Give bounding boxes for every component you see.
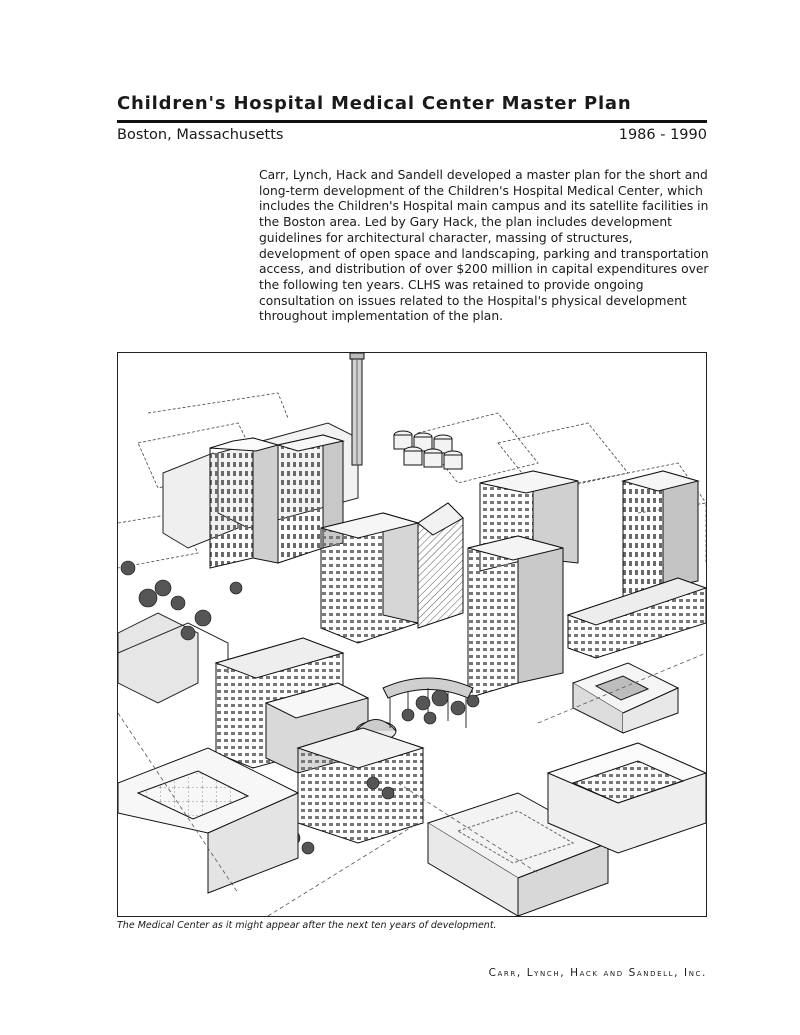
aerial-sketch-figure [117,352,707,917]
firm-name: Carr, Lynch, Hack and Sandell, Inc. [488,967,707,979]
aerial-sketch-illustration [118,353,706,916]
page-title: Children's Hospital Medical Center Master Plan [117,93,632,114]
project-years: 1986 - 1990 [618,127,707,143]
title-rule [117,120,707,123]
figure-caption: The Medical Center as it might appear after the next ten years of development. [117,920,497,931]
project-location: Boston, Massachusetts [117,127,284,143]
project-description: Carr, Lynch, Hack and Sandell developed a master plan for the short and long-term development of the Children's Hospital Medical Center, which includes the Children's Hospital main campus and its satellite facilities in the Boston area. Led by Gary Hack, the plan includes development guidelines for architectural character, massing of structures, development of open space and landscaping, parking and transportation access, and distribution of over $200 million in capital expenditures over the following ten years. CLHS was retained to provide ongoing consultation on issues related to the Hospital's physical development throughout implementation of the plan. [259,168,709,324]
